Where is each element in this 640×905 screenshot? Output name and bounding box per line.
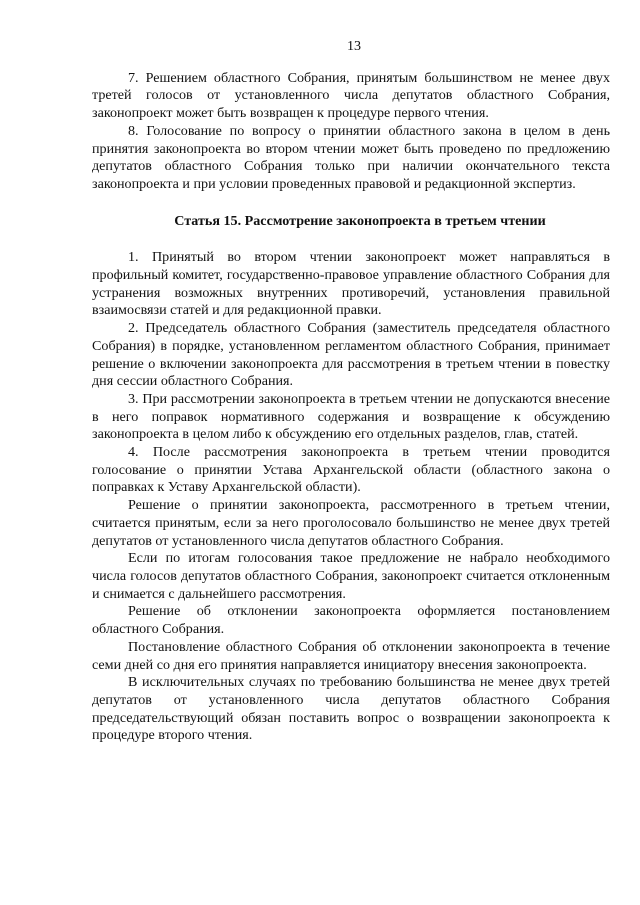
paragraph-decision-adopted: Решение о принятии законопроекта, рассмотренного в третьем чтении, считается принятым, если за него проголосовало большинство не менее двух третей депутатов от установленного числа депутатов областного Собрания. (92, 497, 610, 549)
article-15-heading: Статья 15. Рассмотрение законопроекта в третьем чтении (174, 212, 546, 229)
paragraph-resolution-sent: Постановление областного Собрания об отклонении законопроекта в течение семи дней со дня его принятия направляется инициатору внесения законопроекта. (92, 638, 610, 673)
paragraph-proposal-rejected: Если по итогам голосования такое предложение не набрало необходимого числа голосов депутатов областного Собрания, законопроект считается отклоненным и снимается с дальнейшего рассмотрения. (92, 550, 610, 602)
paragraph-8-vote-on-law-as-whole: 8. Голосование по вопросу о принятии областного закона в целом в день принятия законопроекта во втором чтении может быть проведено по предложению депутатов областного Собрания только при наличии окончательного текста законопроекта и при условии проведенных правовой и редакционной экспертиз. (92, 122, 610, 192)
document-page (92, 38, 610, 745)
paragraph-7-return-to-first-reading: 7. Решением областного Собрания, принятым большинством не менее двух третей голосов от установленного числа депутатов областного Собрания, законопроект может быть возвращен к процедуре первого чтения. (92, 69, 610, 122)
page-number: 13 (346, 38, 362, 54)
paragraph-1-committee-review: 1. Принятый во втором чтении законопроект может направляться в профильный комитет, государственно-правовое управление областного Собрания для устранения возможных внутренних противоречий, установления правильной взаимосвязи статей и для редакционной правки. (92, 249, 610, 319)
paragraph-3-no-amendments: 3. При рассмотрении законопроекта в третьем чтении не допускаются внесение в него поправок нормативного содержания и возвращение к обсуждению законопроекта в целом либо к обсуждению его отдельных разделов, глав, статей. (92, 390, 610, 443)
paragraph-2-chairman-decision: 2. Председатель областного Собрания (заместитель председателя областного Собрания) в порядке, установленном регламентом областного Собрания, принимает решение о включении законопроекта для рассмотрения в третьем чтении в повестку дня сессии областного Собрания. (92, 320, 610, 390)
paragraph-rejection-resolution: Решение об отклонении законопроекта оформляется постановлением областного Собрания. (92, 603, 610, 638)
paragraph-4-voting: 4. После рассмотрения законопроекта в третьем чтении проводится голосование о принятии Устава Архангельской области (областного закона о поправках к Уставу Архангельской области). (92, 444, 610, 496)
paragraph-return-to-second-reading: В исключительных случаях по требованию большинства не менее двух третей депутатов от установленного числа депутатов областного Собрания председательствующий обязан поставить вопрос о возвращении законопроекта к процедуре второго чтения. (92, 674, 610, 744)
